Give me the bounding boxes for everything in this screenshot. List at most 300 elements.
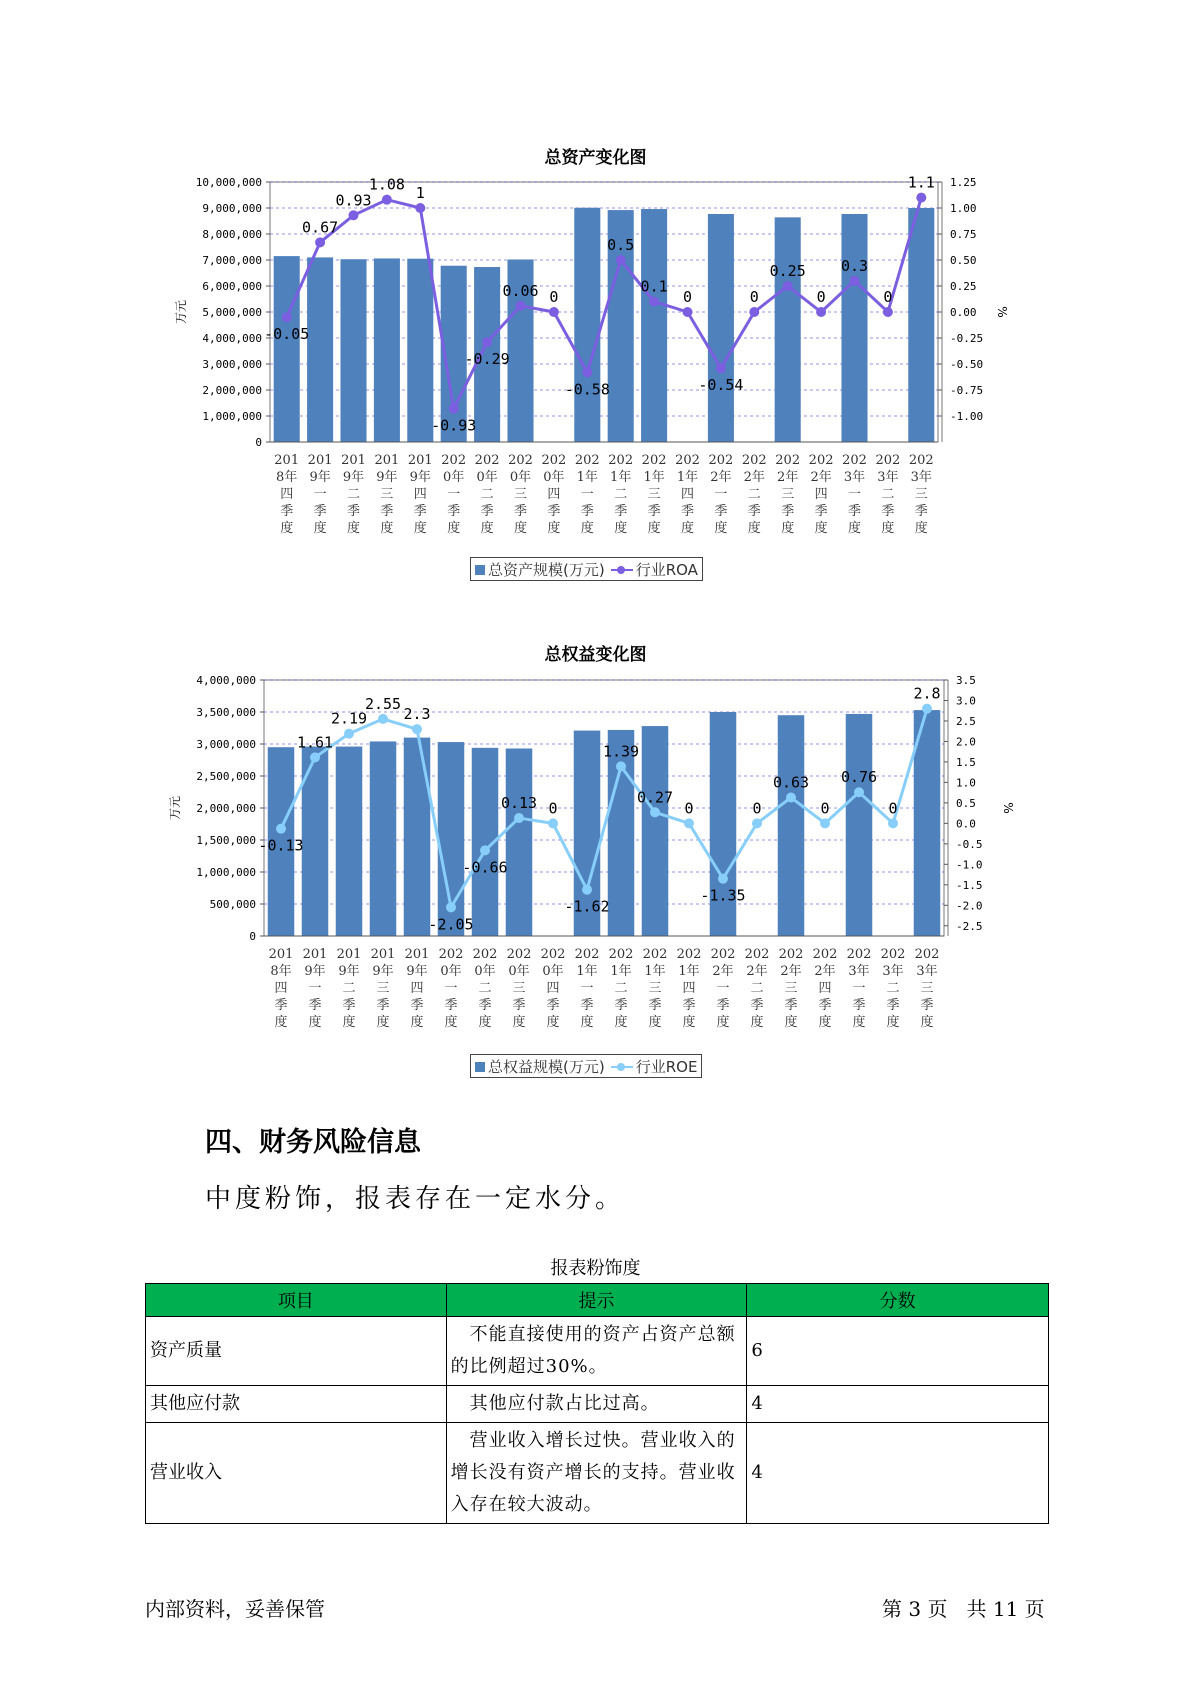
x-tick-label: 3年 xyxy=(882,964,904,979)
x-tick-label: 2年 xyxy=(743,470,765,485)
bar xyxy=(908,208,934,442)
x-tick-label: 度 xyxy=(547,521,561,536)
y-axis-title: 万元 xyxy=(168,795,182,821)
x-tick-label: 季 xyxy=(647,504,661,519)
x-tick-label: 202 xyxy=(642,947,668,962)
y-tick-label: 1,500,000 xyxy=(196,834,256,847)
x-tick-label: 季 xyxy=(512,998,526,1013)
bar xyxy=(775,217,801,442)
data-label: 2.8 xyxy=(913,684,941,703)
data-label: 0.25 xyxy=(769,262,806,280)
section-summary: 中度粉饰，报表存在一定水分。 xyxy=(205,1184,626,1214)
x-tick-label: 1年 xyxy=(643,470,665,485)
y-tick-label: 500,000 xyxy=(209,898,256,911)
x-tick-label: 一 xyxy=(847,487,862,502)
line-point xyxy=(616,761,626,771)
y2-tick-label: 0.5 xyxy=(956,796,976,810)
x-tick-label: 季 xyxy=(750,998,764,1013)
x-tick-label: 202 xyxy=(775,453,801,468)
y-tick-label: 0 xyxy=(249,930,256,943)
x-tick-label: 度 xyxy=(546,1015,560,1030)
line-point xyxy=(276,824,286,834)
x-tick-label: 三 xyxy=(647,487,661,502)
y2-tick-label: -2.0 xyxy=(956,899,983,913)
x-tick-label: 度 xyxy=(886,1015,900,1030)
x-tick-label: 0年 xyxy=(443,470,465,485)
legend-label: 行业ROE xyxy=(635,1057,698,1076)
line-point xyxy=(514,813,524,823)
data-label: -1.62 xyxy=(564,897,610,916)
cell-score: 4 xyxy=(747,1423,1049,1524)
x-tick-label: 度 xyxy=(648,1015,662,1030)
table-caption: 报表粉饰度 xyxy=(550,1258,641,1279)
bar xyxy=(641,209,667,442)
x-tick-label: 度 xyxy=(580,521,594,536)
y-tick-label: 5,000,000 xyxy=(202,306,262,319)
x-tick-label: 季 xyxy=(380,504,394,519)
x-tick-label: 度 xyxy=(280,521,294,536)
x-tick-label: 2年 xyxy=(814,964,836,979)
x-tick-label: 201 xyxy=(274,453,300,468)
x-tick-label: 四 xyxy=(410,981,424,996)
line-point xyxy=(480,845,490,855)
line-point xyxy=(548,818,558,828)
x-tick-label: 201 xyxy=(404,947,430,962)
line-point xyxy=(649,297,659,307)
y-axis-title: 万元 xyxy=(174,299,188,325)
x-tick-label: 202 xyxy=(474,453,500,468)
x-tick-label: 季 xyxy=(852,998,866,1013)
x-tick-label: 二 xyxy=(750,981,764,996)
x-tick-label: 0年 xyxy=(508,964,530,979)
x-tick-label: 季 xyxy=(313,504,327,519)
x-tick-label: 度 xyxy=(682,1015,696,1030)
x-tick-label: 季 xyxy=(920,998,934,1013)
line-point xyxy=(582,367,592,377)
x-tick-label: 201 xyxy=(302,947,328,962)
x-tick-label: 9年 xyxy=(372,964,394,979)
x-tick-label: 度 xyxy=(847,521,862,536)
line-point xyxy=(349,210,359,220)
x-tick-label: 度 xyxy=(852,1015,866,1030)
section-heading: 四、财务风险信息 xyxy=(205,1127,421,1158)
x-tick-label: 季 xyxy=(682,998,696,1013)
x-tick-label: 202 xyxy=(508,453,533,468)
x-tick-label: 季 xyxy=(784,998,798,1013)
x-tick-label: 三 xyxy=(512,981,526,996)
line-point xyxy=(684,818,694,828)
bar xyxy=(574,208,600,442)
x-tick-label: 季 xyxy=(480,504,494,519)
line-point xyxy=(916,193,926,203)
table-row xyxy=(146,1386,1049,1423)
x-tick-label: 季 xyxy=(580,998,594,1013)
x-tick-label: 201 xyxy=(268,947,294,962)
line-point xyxy=(549,307,559,317)
bar xyxy=(708,214,734,442)
line-point xyxy=(412,724,422,734)
y-tick-label: 6,000,000 xyxy=(202,280,262,293)
data-label: -0.93 xyxy=(431,416,477,435)
x-tick-label: 度 xyxy=(480,521,494,536)
x-tick-label: 202 xyxy=(842,453,867,468)
x-tick-label: 季 xyxy=(680,504,695,519)
x-tick-label: 度 xyxy=(308,1015,322,1030)
data-label: 0.3 xyxy=(840,256,869,275)
data-label: 0 xyxy=(888,799,898,818)
y-tick-label: 3,500,000 xyxy=(196,706,256,719)
data-label: 0 xyxy=(816,288,826,306)
data-label: 0.1 xyxy=(640,277,668,296)
x-tick-label: 202 xyxy=(438,947,464,962)
x-tick-label: 3年 xyxy=(848,964,870,979)
data-label: 0.06 xyxy=(502,281,539,300)
x-tick-label: 8年 xyxy=(276,470,298,485)
line-swatch-icon xyxy=(611,1062,633,1072)
x-tick-label: 四 xyxy=(280,487,294,502)
total-equity-chart xyxy=(0,668,1191,1058)
x-tick-label: 四 xyxy=(274,981,288,996)
x-tick-label: 202 xyxy=(675,453,700,468)
data-label: -0.29 xyxy=(464,350,510,369)
x-tick-label: 季 xyxy=(342,998,356,1013)
data-label: -1.35 xyxy=(700,886,746,905)
x-tick-label: 季 xyxy=(714,504,728,519)
y2-tick-label: -0.75 xyxy=(950,384,984,397)
x-tick-label: 度 xyxy=(380,521,394,536)
x-tick-label: 度 xyxy=(274,1015,288,1030)
x-tick-label: 二 xyxy=(346,487,361,502)
x-tick-label: 202 xyxy=(441,453,467,468)
x-tick-label: 9年 xyxy=(338,964,360,979)
y2-tick-label: 2.0 xyxy=(956,735,976,749)
y2-tick-label: 0.0 xyxy=(956,817,976,831)
line-point xyxy=(716,363,726,373)
line-point xyxy=(282,312,292,322)
x-tick-label: 1年 xyxy=(644,964,666,979)
x-tick-label: 3年 xyxy=(910,470,932,485)
x-tick-label: 202 xyxy=(676,947,702,962)
x-tick-label: 季 xyxy=(413,504,427,519)
x-tick-label: 202 xyxy=(641,453,667,468)
x-tick-label: 季 xyxy=(513,504,528,519)
y-tick-label: 4,000,000 xyxy=(202,332,262,345)
x-tick-label: 一 xyxy=(444,981,458,996)
x-tick-label: 0年 xyxy=(509,470,532,485)
x-tick-label: 二 xyxy=(614,487,628,502)
x-tick-label: 季 xyxy=(447,504,461,519)
y2-tick-label: 2.5 xyxy=(956,714,976,728)
line-point xyxy=(650,807,660,817)
data-label: 0.67 xyxy=(302,218,339,237)
y2-tick-label: -0.50 xyxy=(950,358,984,371)
x-tick-label: 季 xyxy=(648,998,662,1013)
bar-swatch-icon xyxy=(475,1062,485,1072)
data-label: 2.19 xyxy=(330,709,368,728)
x-tick-label: 2年 xyxy=(777,470,799,485)
x-tick-label: 季 xyxy=(818,998,832,1013)
x-tick-label: 1年 xyxy=(678,964,700,979)
x-tick-label: 202 xyxy=(778,947,804,962)
header-score: 分数 xyxy=(747,1284,1049,1317)
x-tick-label: 一 xyxy=(716,981,730,996)
x-tick-label: 0年 xyxy=(476,470,498,485)
data-label: 0 xyxy=(549,288,559,306)
line-point xyxy=(922,704,932,714)
line-point xyxy=(310,752,320,762)
y2-tick-label: 0.25 xyxy=(950,280,977,293)
x-tick-label: 度 xyxy=(313,521,327,536)
data-label: 2.55 xyxy=(364,694,402,713)
data-label: 0 xyxy=(682,288,693,306)
data-label: 0.5 xyxy=(607,236,635,254)
x-tick-label: 一 xyxy=(580,981,594,996)
line-point xyxy=(888,818,898,828)
header-hint: 提示 xyxy=(446,1284,747,1317)
x-tick-label: 季 xyxy=(847,504,862,519)
x-tick-label: 度 xyxy=(818,1015,832,1030)
x-tick-label: 度 xyxy=(447,521,461,536)
line-point xyxy=(854,787,864,797)
x-tick-label: 季 xyxy=(410,998,424,1013)
line-point xyxy=(315,237,325,247)
data-label: 0.76 xyxy=(840,768,878,787)
x-tick-label: 季 xyxy=(547,504,561,519)
data-label: -0.13 xyxy=(258,836,304,855)
y2-tick-label: 1.0 xyxy=(956,776,976,790)
x-tick-label: 0年 xyxy=(474,964,496,979)
x-tick-label: 202 xyxy=(710,947,736,962)
x-tick-label: 度 xyxy=(410,1015,424,1030)
cell-item: 资产质量 xyxy=(146,1317,447,1386)
data-label: 0 xyxy=(749,288,759,306)
line-point xyxy=(415,203,425,213)
x-tick-label: 0年 xyxy=(543,470,565,485)
cell-hint: 不能直接使用的资产占资产总额的比例超过30%。 xyxy=(446,1317,747,1386)
data-label: 1.08 xyxy=(368,175,405,194)
x-tick-label: 季 xyxy=(814,504,828,519)
x-tick-label: 9年 xyxy=(406,964,428,979)
line-point xyxy=(749,307,759,317)
x-tick-label: 202 xyxy=(574,947,600,962)
line-point xyxy=(752,818,762,828)
y-tick-label: 2,500,000 xyxy=(196,770,256,783)
x-tick-label: 季 xyxy=(781,504,795,519)
x-tick-label: 四 xyxy=(413,487,427,502)
x-tick-label: 度 xyxy=(920,1015,934,1030)
line-point xyxy=(850,276,860,286)
data-label: 2.3 xyxy=(403,705,431,724)
line-point xyxy=(449,404,459,414)
y2-tick-label: 3.5 xyxy=(956,674,976,687)
x-tick-label: 二 xyxy=(342,981,356,996)
x-tick-label: 202 xyxy=(875,453,901,468)
x-tick-label: 度 xyxy=(716,1015,730,1030)
y2-tick-label: 1.5 xyxy=(956,755,976,769)
data-label: 1.61 xyxy=(296,733,334,752)
y2-tick-label: -1.00 xyxy=(950,410,984,423)
x-tick-label: 三 xyxy=(376,981,390,996)
line-point xyxy=(616,255,626,265)
legend-label: 总资产规模(万元) xyxy=(488,560,605,579)
x-tick-label: 二 xyxy=(480,487,494,502)
bar xyxy=(340,259,366,442)
x-tick-label: 度 xyxy=(342,1015,356,1030)
x-tick-label: 度 xyxy=(914,521,928,536)
y2-tick-label: -1.0 xyxy=(956,858,983,872)
x-tick-label: 202 xyxy=(812,947,838,962)
x-tick-label: 201 xyxy=(374,453,400,468)
x-tick-label: 季 xyxy=(478,998,492,1013)
x-tick-label: 一 xyxy=(308,981,322,996)
y-tick-label: 4,000,000 xyxy=(196,674,256,687)
x-tick-label: 度 xyxy=(680,521,695,536)
y2-axis-title: % xyxy=(995,306,1009,318)
x-tick-label: 季 xyxy=(376,998,390,1013)
y2-tick-label: -2.5 xyxy=(956,919,983,933)
y2-axis-title: % xyxy=(1001,802,1015,814)
y-tick-label: 3,000,000 xyxy=(202,358,262,371)
x-tick-label: 二 xyxy=(886,981,900,996)
x-tick-label: 二 xyxy=(881,487,895,502)
line-point xyxy=(683,307,693,317)
y2-tick-label: 1.00 xyxy=(950,202,977,215)
x-tick-label: 一 xyxy=(714,487,728,502)
bar-swatch-icon xyxy=(475,565,485,575)
x-tick-label: 201 xyxy=(341,453,366,468)
x-tick-label: 季 xyxy=(614,998,628,1013)
data-label: 0.27 xyxy=(636,788,674,807)
data-label: 0.93 xyxy=(335,191,372,210)
x-tick-label: 季 xyxy=(886,998,900,1013)
y-tick-label: 0 xyxy=(255,436,262,449)
x-tick-label: 一 xyxy=(447,487,461,502)
footer-confidential-note: 内部资料，妥善保管 xyxy=(145,1597,325,1621)
line-point xyxy=(516,301,526,311)
x-tick-label: 8年 xyxy=(270,964,292,979)
x-tick-label: 202 xyxy=(541,453,567,468)
y-tick-label: 1,000,000 xyxy=(196,866,256,879)
x-tick-label: 季 xyxy=(280,504,294,519)
x-tick-label: 1年 xyxy=(576,964,598,979)
x-tick-label: 201 xyxy=(407,453,433,468)
footer-page-number: 第 3 页 共 11 页 xyxy=(882,1597,1045,1621)
x-tick-label: 度 xyxy=(750,1015,764,1030)
bar xyxy=(374,258,400,442)
line-point xyxy=(786,793,796,803)
x-tick-label: 四 xyxy=(546,981,560,996)
y-tick-label: 7,000,000 xyxy=(202,254,262,267)
x-tick-label: 202 xyxy=(708,453,734,468)
data-label: 1.1 xyxy=(907,173,935,192)
x-tick-label: 季 xyxy=(346,504,361,519)
x-tick-label: 季 xyxy=(546,998,560,1013)
y-tick-label: 2,000,000 xyxy=(202,384,262,397)
x-tick-label: 二 xyxy=(747,487,761,502)
x-tick-label: 202 xyxy=(914,947,940,962)
x-tick-label: 1年 xyxy=(610,964,632,979)
data-label: -0.54 xyxy=(698,376,744,395)
bar xyxy=(370,741,397,936)
x-tick-label: 202 xyxy=(744,947,770,962)
data-label: -0.66 xyxy=(462,858,508,877)
x-tick-label: 二 xyxy=(614,981,628,996)
x-tick-label: 0年 xyxy=(542,964,564,979)
y2-tick-label: -0.25 xyxy=(950,332,984,345)
y2-tick-label: 0.75 xyxy=(950,228,977,241)
x-tick-label: 度 xyxy=(614,521,628,536)
chart-title-total-assets: 总资产变化图 xyxy=(544,148,647,168)
x-tick-label: 201 xyxy=(307,453,333,468)
data-label: 0 xyxy=(548,799,558,818)
cell-hint: 营业收入增长过快。营业收入的增长没有资产增长的支持。营业收入存在较大波动。 xyxy=(446,1423,747,1524)
x-tick-label: 度 xyxy=(376,1015,390,1030)
x-tick-label: 度 xyxy=(413,521,427,536)
x-tick-label: 季 xyxy=(881,504,895,519)
x-tick-label: 度 xyxy=(346,521,361,536)
x-tick-label: 9年 xyxy=(304,964,326,979)
total-assets-chart xyxy=(0,170,1191,560)
x-tick-label: 202 xyxy=(608,947,634,962)
x-tick-label: 三 xyxy=(648,981,662,996)
cell-score: 6 xyxy=(747,1317,1049,1386)
x-tick-label: 201 xyxy=(370,947,396,962)
data-label: -2.05 xyxy=(428,915,474,934)
x-tick-label: 度 xyxy=(478,1015,492,1030)
x-tick-label: 202 xyxy=(574,453,600,468)
x-tick-label: 度 xyxy=(881,521,895,536)
data-label: 0.63 xyxy=(772,773,810,792)
x-tick-label: 202 xyxy=(908,453,934,468)
x-tick-label: 202 xyxy=(472,947,498,962)
bar xyxy=(336,747,363,936)
table-header-row xyxy=(146,1284,1049,1317)
y-tick-label: 2,000,000 xyxy=(196,802,256,815)
x-tick-label: 3年 xyxy=(843,470,866,485)
x-tick-label: 四 xyxy=(680,487,695,502)
line-point xyxy=(482,337,492,347)
x-tick-label: 三 xyxy=(513,487,528,502)
data-label: 0 xyxy=(820,799,830,818)
x-tick-label: 度 xyxy=(444,1015,458,1030)
x-tick-label: 度 xyxy=(784,1015,798,1030)
x-tick-label: 202 xyxy=(506,947,532,962)
x-tick-label: 四 xyxy=(547,487,561,502)
y-tick-label: 10,000,000 xyxy=(195,176,262,189)
x-tick-label: 202 xyxy=(846,947,872,962)
x-tick-label: 度 xyxy=(513,521,528,536)
line-point xyxy=(378,714,388,724)
line-point xyxy=(820,818,830,828)
x-tick-label: 202 xyxy=(808,453,834,468)
data-label: 1 xyxy=(415,184,425,202)
data-label: 0 xyxy=(883,288,893,306)
bar xyxy=(404,738,431,936)
x-tick-label: 季 xyxy=(308,998,322,1013)
cell-item: 营业收入 xyxy=(146,1423,447,1524)
bar xyxy=(307,257,333,442)
line-swatch-icon xyxy=(611,565,633,575)
x-tick-label: 季 xyxy=(747,504,761,519)
x-tick-label: 9年 xyxy=(342,470,365,485)
table-row xyxy=(146,1423,1049,1524)
x-tick-label: 三 xyxy=(920,981,934,996)
y2-tick-label: 0.00 xyxy=(950,306,977,319)
x-tick-label: 202 xyxy=(608,453,634,468)
bar xyxy=(274,256,300,442)
bar xyxy=(841,214,867,442)
x-tick-label: 度 xyxy=(714,521,728,536)
